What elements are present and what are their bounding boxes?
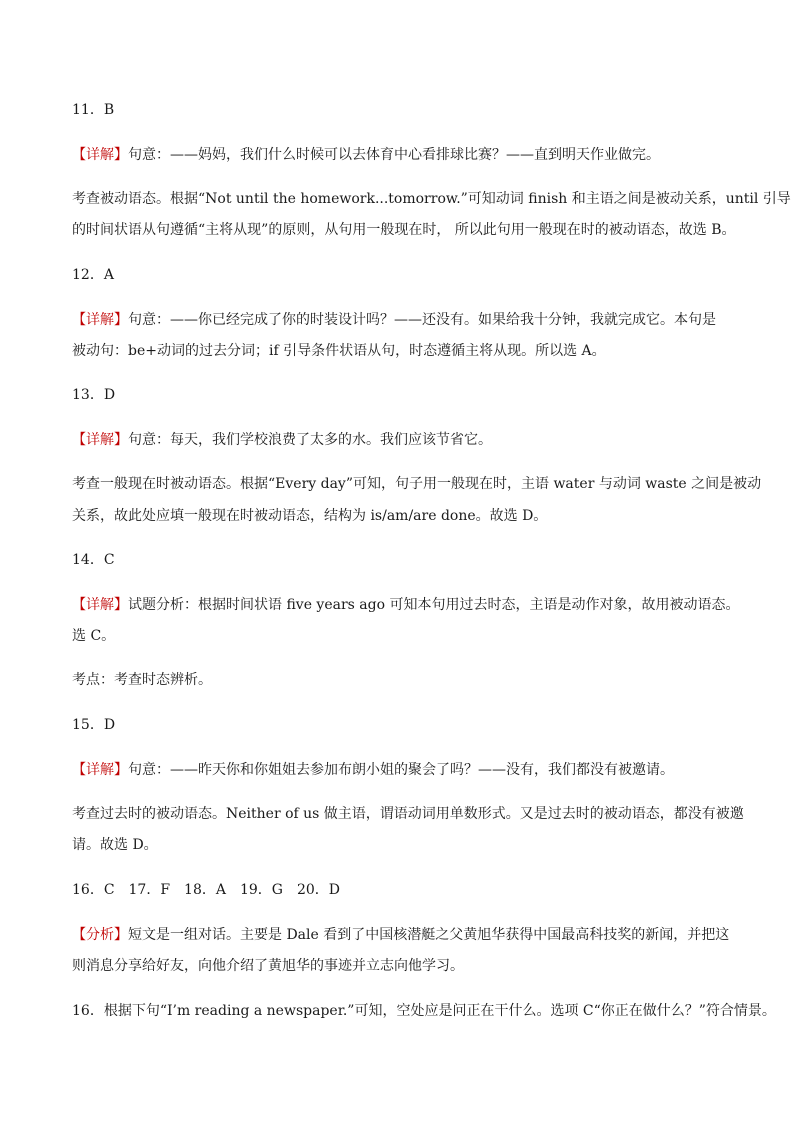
analysis-paragraph xyxy=(72,926,732,944)
explanation-line-14-2: 选 C。 xyxy=(72,628,116,644)
detail-text: 试题分析：根据时间状语 five years ago 可知本句用过去时态，主语是动作对象，故用被动语态。 xyxy=(128,597,740,613)
explanation-16: 16．根据下句“I’m reading a newspaper.”可知，空处应是问正在干什么。选项 C“你正在做什么？”符合情景。 xyxy=(72,1003,776,1019)
detail-text: 句意：——昨天你和你姐姐去参加布朗小姐的聚会了吗？——没有，我们都没有被邀请。 xyxy=(128,762,674,778)
detail-paragraph-15 xyxy=(72,761,732,779)
explanation-line-11-1: 考查被动语态。根据“Not until the homework...tomorrow.”可知动词 finish 和主语之间是被动关系，until 引导 xyxy=(72,191,791,207)
explanation-line-13-2: 关系，故此处应填一般现在时被动语态，结构为 is/am/are done。故选 D。 xyxy=(72,508,548,524)
detail-tag: 【详解】 xyxy=(72,147,128,163)
analysis-tag: 【分析】 xyxy=(72,927,128,943)
answer-number-15: 15．D xyxy=(72,717,116,733)
detail-paragraph-11 xyxy=(72,146,732,164)
answer-number-12: 12．A xyxy=(72,267,114,283)
detail-paragraph-12 xyxy=(72,311,732,329)
answer-list-16-20: 16．C 17．F 18．A 19．G 20．D xyxy=(72,882,341,898)
detail-tag: 【详解】 xyxy=(72,432,128,448)
detail-paragraph-14 xyxy=(72,596,740,614)
detail-text: 句意：每天，我们学校浪费了太多的水。我们应该节省它。 xyxy=(128,432,492,448)
explanation-line-15-2: 请。故选 D。 xyxy=(72,837,158,853)
detail-text: 句意：——妈妈，我们什么时候可以去体育中心看排球比赛？——直到明天作业做完。 xyxy=(128,147,660,163)
detail-paragraph-13 xyxy=(72,431,732,449)
analysis-text: 短文是一组对话。主要是 Dale 看到了中国核潜艇之父黄旭华获得中国最高科技奖的新闻，并把这 xyxy=(128,927,730,943)
answer-number-13: 13．D xyxy=(72,387,116,403)
test-point-14: 考点：考查时态辨析。 xyxy=(72,672,212,688)
answer-number-11: 11．B xyxy=(72,102,115,118)
detail-tag: 【详解】 xyxy=(72,762,128,778)
explanation-line-13-1: 考查一般现在时被动语态。根据“Every day”可知，句子用一般现在时，主语 water 与动词 waste 之间是被动 xyxy=(72,476,762,492)
analysis-line-2: 则消息分享给好友，向他介绍了黄旭华的事迹并立志向他学习。 xyxy=(72,958,464,974)
explanation-line-15-1: 考查过去时的被动语态。Neither of us 做主语，谓语动词用单数形式。又是过去时的被动语态，都没有被邀 xyxy=(72,806,744,822)
detail-text: 句意：——你已经完成了你的时装设计吗？——还没有。如果给我十分钟，我就完成它。本句是 xyxy=(128,312,716,328)
explanation-line-11-2: 的时间状语从句遵循“主将从现”的原则，从句用一般现在时， 所以此句用一般现在时的被动语态，故选 B。 xyxy=(72,222,736,238)
detail-tag: 【详解】 xyxy=(72,312,128,328)
answer-number-14: 14．C xyxy=(72,552,115,568)
detail-tag: 【详解】 xyxy=(72,597,128,613)
explanation-line-12-2: 被动句：be+动词的过去分词；if 引导条件状语从句，时态遵循主将从现。所以选 A。 xyxy=(72,343,606,359)
